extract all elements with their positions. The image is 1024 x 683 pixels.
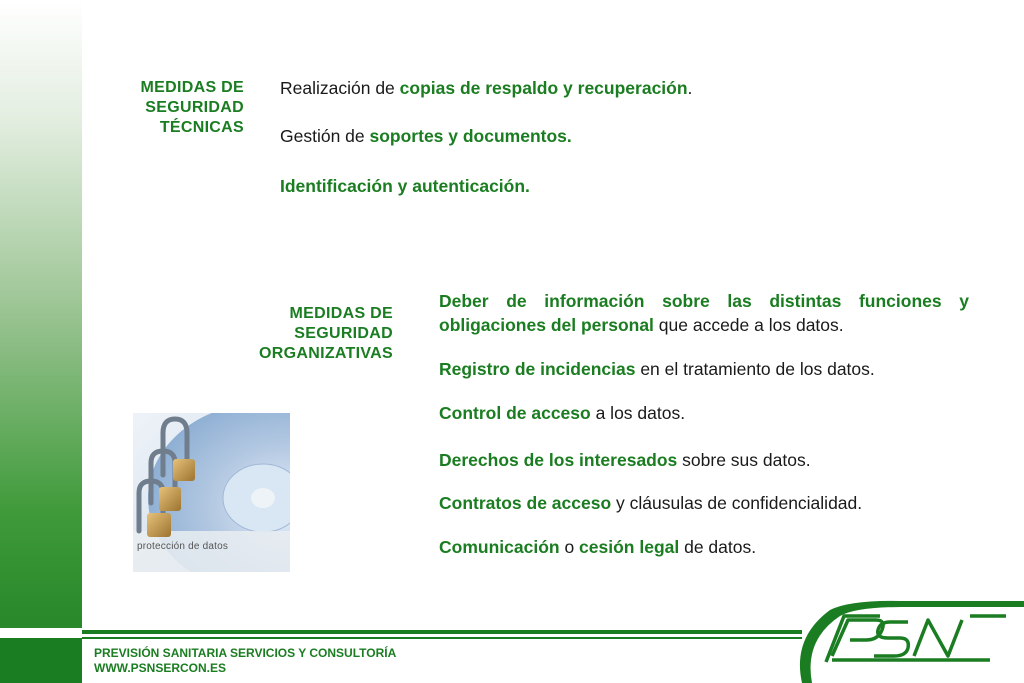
text: o	[559, 537, 580, 557]
sidebar-gradient	[0, 0, 82, 683]
text: que accede a los datos.	[653, 315, 844, 335]
footer-line	[82, 630, 802, 634]
footer-line-thin	[82, 637, 802, 639]
highlight: cesión legal	[579, 537, 680, 557]
psn-logo-icon	[790, 598, 1024, 683]
org-item-communication	[439, 535, 756, 559]
sidebar-divider	[0, 628, 82, 638]
text: Realización de	[280, 78, 400, 98]
highlight: Control de acceso	[439, 403, 591, 423]
company-name: PREVISIÓN SANITARIA SERVICIOS Y CONSULTORÍA	[94, 646, 397, 660]
technical-item-media	[280, 124, 572, 148]
highlight: copias de respaldo y recuperación	[399, 78, 688, 98]
text: en el tratamiento de los datos.	[635, 359, 875, 379]
data-protection-image	[133, 413, 290, 572]
highlight: Comunicación	[439, 537, 560, 557]
text: y cláusulas de confidencialidad.	[611, 493, 863, 513]
text: a los datos.	[590, 403, 686, 423]
company-website[interactable]: WWW.PSNSERCON.ES	[94, 661, 227, 675]
technical-heading: MEDIDAS DE SEGURIDAD TÉCNICAS	[140, 79, 244, 136]
highlight: Identificación y autenticación.	[280, 176, 530, 196]
sidebar-bottom-block	[0, 638, 82, 683]
organizational-heading: MEDIDAS DE SEGURIDAD ORGANIZATIVAS	[259, 305, 393, 362]
text: de datos.	[679, 537, 757, 557]
highlight: Registro de incidencias	[439, 359, 636, 379]
technical-item-backup	[280, 76, 692, 100]
org-item-access-control	[439, 401, 685, 425]
highlight: Deber de información sobre las distintas funciones y obligaciones del personal	[439, 291, 969, 335]
org-item-contracts	[439, 491, 862, 515]
org-item-rights	[439, 448, 811, 472]
text: Gestión de	[280, 126, 370, 146]
highlight: Derechos de los interesados	[439, 450, 678, 470]
technical-item-auth	[280, 174, 530, 198]
highlight: Contratos de acceso	[439, 493, 612, 513]
footer-company-info	[94, 646, 396, 676]
org-item-incidents	[439, 357, 875, 381]
text: sobre sus datos.	[677, 450, 811, 470]
org-item-information-duty	[439, 289, 969, 337]
highlight: soportes y documentos.	[369, 126, 572, 146]
text: .	[687, 78, 693, 98]
image-caption: protección de datos	[137, 541, 229, 552]
